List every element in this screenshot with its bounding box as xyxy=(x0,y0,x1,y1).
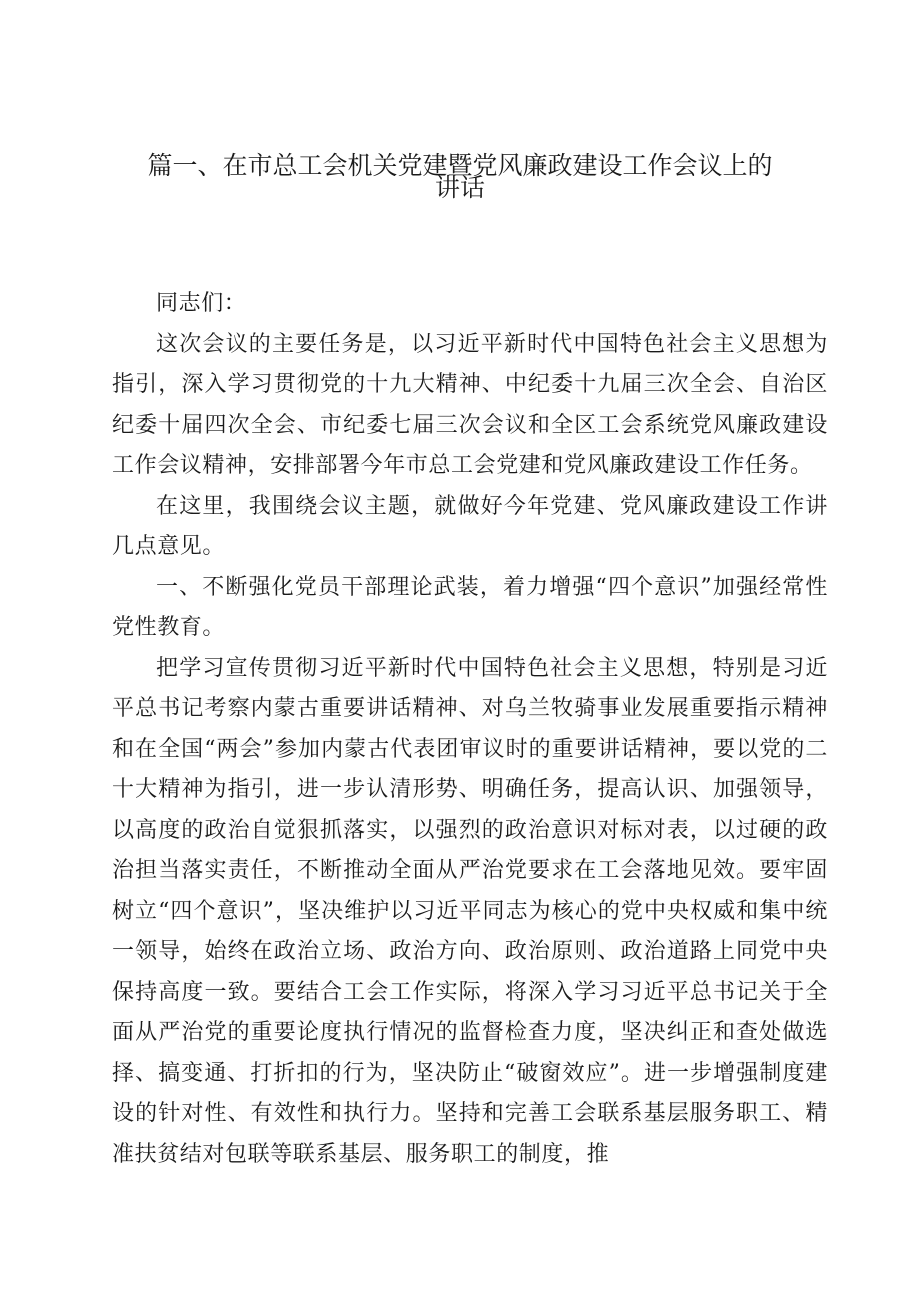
section-heading-1: 一、不断强化党员干部理论武装，着力增强“四个意识”加强经常性党性教育。 xyxy=(112,574,828,640)
paragraph-1: 这次会议的主要任务是，以习近平新时代中国特色社会主义思想为指引，深入学习贯彻党的十九大精神、中纪委十九届三次全会、自治区纪委十届四次全会、市纪委七届三次会议和全区工会系统党风廉政建设工作会议精神，安排部署今年市总工会党建和党风廉政建设工作任务。 xyxy=(112,331,828,478)
paragraph-3: 把学习宣传贯彻习近平新时代中国特色社会主义思想，特别是习近平总书记考察内蒙古重要讲话精神、对乌兰牧骑事业发展重要指示精神和在全国“两会”参加内蒙古代表团审议时的重要讲话精神，要以党的二十大精神为指引，进一步认清形势、明确任务，提高认识、加强领导，以高度的政治自觉狠抓落实，以强烈的政治意识对标对表，以过硬的政治担当落实责任，不断推动全面从严治党要求在工会落地见效。要牢固树立“四个意识”，坚决维护以习近平同志为核心的党中央权威和集中统一领导，始终在政治立场、政治方向、政治原则、政治道路上同党中央保持高度一致。要结合工会工作实际，将深入学习习近平总书记关于全面从严治党的重要论度执行情况的监督检查力度，坚决纠正和查处做选择、搞变通、打折扣的行为，坚决防止“破窗效应”。进一步增强制度建设的针对性、有效性和执行力。坚持和完善工会联系基层服务职工、精准扶贫结对包联等联系基层、服务职工的制度，推 xyxy=(112,655,828,1167)
greeting: 同志们： xyxy=(156,291,247,316)
paragraph-2: 在这里，我围绕会议主题，就做好今年党建、党风廉政建设工作讲几点意见。 xyxy=(112,493,828,559)
document-body xyxy=(112,284,828,1175)
document-title-line-1: 篇一、在市总工会机关党建暨党风廉政建设工作会议上的 xyxy=(147,151,773,180)
document-title-line-2: 讲话 xyxy=(434,173,485,202)
